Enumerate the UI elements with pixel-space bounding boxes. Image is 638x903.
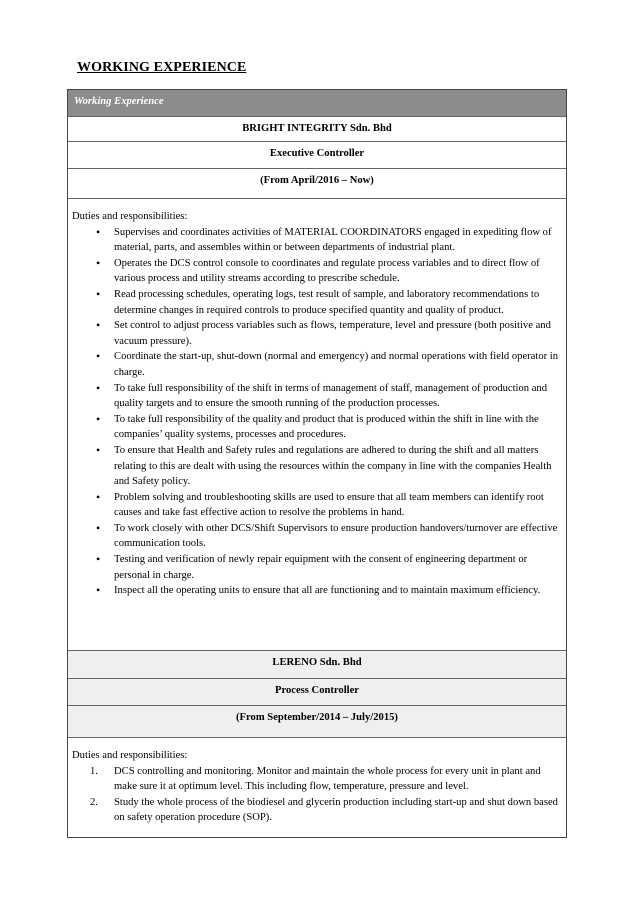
list-item: • To ensure that Health and Safety rules and regulations are adhered to during the shift and all matters relating to this are dealt with using the resources within the company in line with the companies Health and Safety policy.	[114, 443, 562, 490]
list-item: • To take full responsibility of the quality and product that is produced within the shift in line with the companies’ quality systems, processes and procedures.	[114, 412, 562, 443]
job2-company: LERENO Sdn. Bhd	[68, 650, 566, 678]
job2-duties-label: Duties and responsibilities:	[72, 750, 188, 761]
job1-duty-list	[72, 225, 562, 599]
list-number: 2.	[90, 796, 98, 808]
job2-duty-list	[72, 764, 562, 826]
job1-duties-label: Duties and responsibilities:	[72, 211, 188, 222]
job1-period: (From April/2016 – Now)	[68, 168, 566, 198]
job1-company: BRIGHT INTEGRITY Sdn. Bhd	[68, 116, 566, 141]
list-item: • Set control to adjust process variables such as flows, temperature, level and pressure (both positive and vacuum pressure).	[114, 318, 562, 349]
job2-position: Process Controller	[68, 678, 566, 705]
job1-position: Executive Controller	[68, 141, 566, 168]
list-number: 1.	[90, 765, 98, 777]
list-text: Study the whole process of the biodiesel and glycerin production including start-up and shut down based on safety operation procedure (SOP).	[114, 796, 558, 824]
list-item: • To take full responsibility of the shift in terms of management of staff, management of production and quality targets and to ensure the smooth running of the production processes.	[114, 381, 562, 412]
list-text: DCS controlling and monitoring. Monitor and maintain the whole process for every unit in plant and make sure it at optimum level. This including flow, temperature, pressure and level.	[114, 765, 541, 793]
experience-table	[67, 89, 567, 838]
list-item: • Supervises and coordinates activities of MATERIAL COORDINATORS engaged in expediting flow of material, parts, and assembles within or between departments of industrial plant.	[114, 225, 562, 256]
list-item: • Inspect all the operating units to ensure that all are functioning and to maintain maximum efficiency.	[114, 583, 562, 599]
list-item: • To work closely with other DCS/Shift Supervisors to ensure production handovers/turnover are effective communication tools.	[114, 521, 562, 552]
list-item	[90, 795, 562, 826]
job2-period: (From September/2014 – July/2015)	[68, 705, 566, 737]
list-item: • Problem solving and troubleshooting skills are used to ensure that all team members can identify root causes and take fast effective action to resolve the problems in hand.	[114, 490, 562, 521]
job2-duties	[68, 737, 566, 837]
list-item: • Coordinate the start-up, shut-down (normal and emergency) and normal operations with field operator in charge.	[114, 349, 562, 380]
job1-duties	[68, 198, 566, 650]
table-header: Working Experience	[68, 90, 566, 116]
list-item: • Operates the DCS control console to coordinates and regulate process variables and to direct flow of various process and utility streams according to prescribe schedule.	[114, 256, 562, 287]
list-item	[90, 764, 562, 795]
section-title: WORKING EXPERIENCE	[77, 60, 247, 75]
list-item: • Read processing schedules, operating logs, test result of sample, and laboratory recommendations to determine changes in required controls to produce specified quantity and quality of product.	[114, 287, 562, 318]
list-item: • Testing and verification of newly repair equipment with the consent of engineering department or personal in charge.	[114, 552, 562, 583]
